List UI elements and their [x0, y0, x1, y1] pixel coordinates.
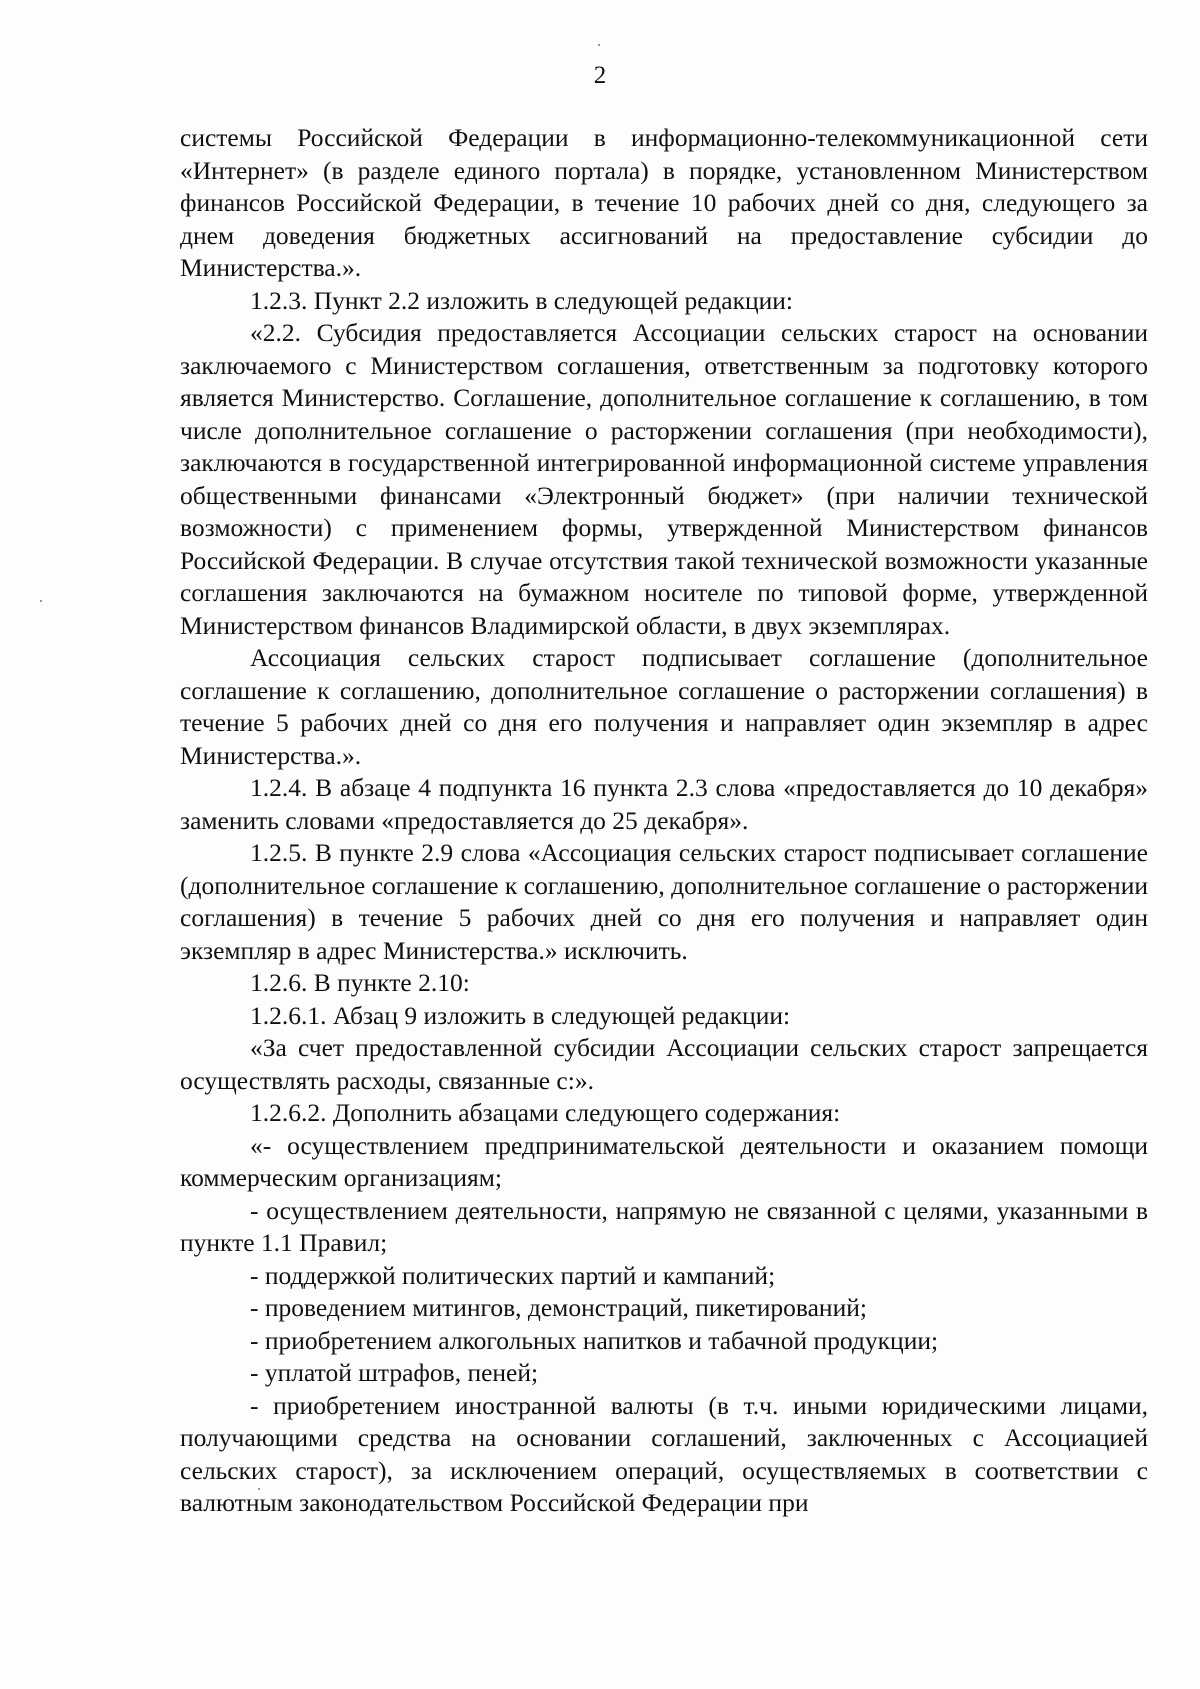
- paragraph: 1.2.5. В пункте 2.9 слова «Ассоциация сельских старост подписывает соглашение (дополнительное соглашение к соглашению, дополнительное соглашение о расторжении соглашения) в течение 5 рабочих дней со дня его получения и направляет один экземпляр в адрес Министерства.» исключить.: [180, 838, 1148, 965]
- paragraph: Ассоциация сельских старост подписывает соглашение (дополнительное соглашение к соглашению, дополнительное соглашение о расторжении соглашения) в течение 5 рабочих дней со дня его получения и направляет один экземпляр в адрес Министерства.».: [180, 643, 1148, 770]
- paragraph: «2.2. Субсидия предоставляется Ассоциации сельских старост на основании заключаемого с Министерством соглашения, ответственным за подготовку которого является Министерство. Соглашение, дополнительное соглашение к соглашению, в том числе дополнительное соглашение о расторжении соглашения (при необходимости), заключаются в государственной интегрированной информационной системе управления общественными финансами «Электронный бюджет» (при наличии технической возможности) с применением формы, утвержденной Министерством финансов Российской Федерации. В случае отсутствия такой технической возможности указанные соглашения заключаются на бумажном носителе по типовой форме, утвержденной Министерством финансов Владимирской области, в двух экземплярах.: [180, 318, 1148, 640]
- list-item: - приобретением иностранной валюты (в т.ч. иными юридическими лицами, получающими средства на основании соглашений, заключенных с Ассоциацией сельских старост), за исключением операций, осуществляемых в соответствии с валютным законодательством Российской Федерации при: [180, 1390, 1148, 1517]
- list-item: - проведением митингов, демонстраций, пикетирований;: [250, 1293, 867, 1322]
- scan-speck: [40, 600, 42, 602]
- page-number: 2: [593, 62, 607, 89]
- scan-speck: [598, 44, 600, 46]
- paragraph: 1.2.6. В пункте 2.10:: [250, 968, 470, 997]
- list-item: «- осуществлением предпринимательской деятельности и оказанием помощи коммерческим организациям;: [180, 1130, 1148, 1192]
- list-item: - приобретением алкогольных напитков и табачной продукции;: [250, 1325, 939, 1355]
- list-item: - уплатой штрафов, пеней;: [250, 1358, 539, 1387]
- paragraph: 1.2.4. В абзаце 4 подпункта 16 пункта 2.3 слова «предоставляется до 10 декабря» заменить словами «предоставляется до 25 декабря».: [180, 773, 1148, 835]
- paragraph: 1.2.6.2. Дополнить абзацами следующего содержания:: [250, 1098, 841, 1127]
- list-item: - осуществлением деятельности, напрямую не связанной с целями, указанными в пункте 1.1 Правил;: [180, 1195, 1148, 1257]
- document-body: [180, 122, 1148, 1520]
- list-item: - поддержкой политических партий и кампаний;: [250, 1260, 776, 1290]
- paragraph: 1.2.6.1. Абзац 9 изложить в следующей редакции:: [250, 1000, 791, 1030]
- paragraph: 1.2.3. Пункт 2.2 изложить в следующей редакции:: [250, 285, 793, 315]
- paragraph: системы Российской Федерации в информационно-телекоммуникационной сети «Интернет» (в разделе единого портала) в порядке, установленном Министерством финансов Российской Федерации, в течение 10 рабочих дней со дня, следующего за днем доведения бюджетных ассигнований на предоставление субсидии до Министерства.».: [180, 123, 1148, 282]
- paragraph: «За счет предоставленной субсидии Ассоциации сельских старост запрещается осуществлять расходы, связанные с:».: [180, 1033, 1148, 1095]
